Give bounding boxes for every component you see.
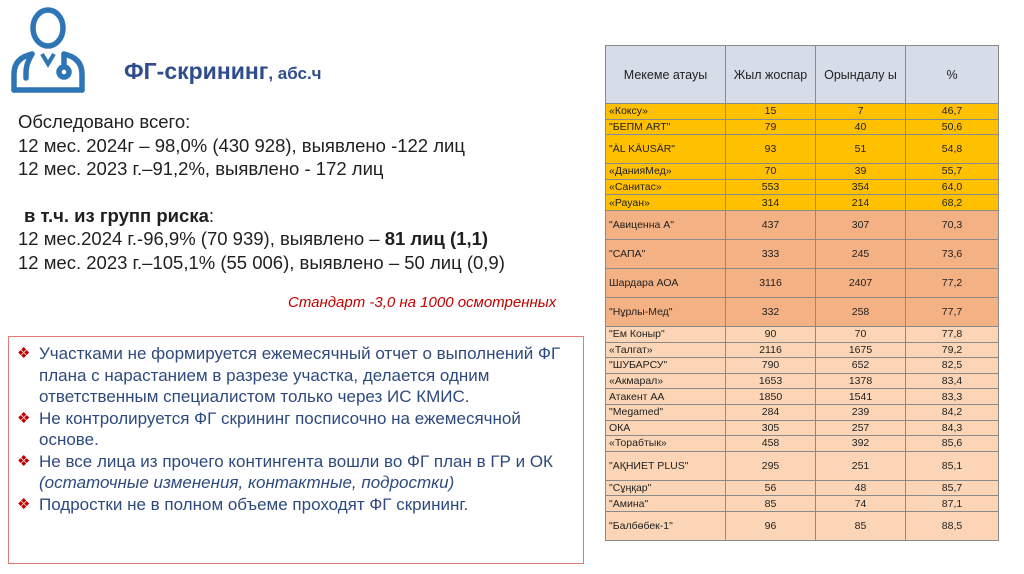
table-row bbox=[606, 326, 999, 342]
cell-pct: 77,2 bbox=[906, 268, 999, 297]
table-row bbox=[606, 496, 999, 512]
risk-line-2024 bbox=[18, 227, 505, 251]
table-row bbox=[606, 373, 999, 389]
table-row bbox=[606, 104, 999, 120]
cell-done: 1675 bbox=[816, 342, 906, 358]
table-row bbox=[606, 119, 999, 135]
table-row bbox=[606, 342, 999, 358]
cell-pct: 68,2 bbox=[906, 195, 999, 211]
cell-plan: 295 bbox=[726, 451, 816, 480]
cell-pct: 50,6 bbox=[906, 119, 999, 135]
cell-name: ОКА bbox=[606, 420, 726, 436]
cell-name: Атакент АА bbox=[606, 389, 726, 405]
cell-pct: 54,8 bbox=[906, 135, 999, 164]
cell-pct: 73,6 bbox=[906, 239, 999, 268]
table-row bbox=[606, 164, 999, 180]
cell-plan: 70 bbox=[726, 164, 816, 180]
cell-name: "ӒL KÄUSÄR" bbox=[606, 135, 726, 164]
cell-name: «Рауан» bbox=[606, 195, 726, 211]
cell-pct: 77,8 bbox=[906, 326, 999, 342]
cell-plan: 284 bbox=[726, 404, 816, 420]
cell-name: "Megamed" bbox=[606, 404, 726, 420]
cell-plan: 553 bbox=[726, 179, 816, 195]
cell-pct: 85,6 bbox=[906, 436, 999, 452]
stats-line-2023: 12 мес. 2023 г.–91,2%, выявлено - 172 лиц bbox=[18, 158, 384, 179]
col-header-pct: % bbox=[906, 46, 999, 104]
cell-pct: 64,0 bbox=[906, 179, 999, 195]
table-row bbox=[606, 195, 999, 211]
cell-done: 51 bbox=[816, 135, 906, 164]
cell-pct: 83,3 bbox=[906, 389, 999, 405]
cell-plan: 2116 bbox=[726, 342, 816, 358]
table-body bbox=[606, 104, 999, 541]
table-row bbox=[606, 135, 999, 164]
risk-heading: в т.ч. из групп риска bbox=[24, 204, 209, 226]
cell-plan: 314 bbox=[726, 195, 816, 211]
cell-done: 39 bbox=[816, 164, 906, 180]
cell-plan: 332 bbox=[726, 297, 816, 326]
cell-name: «Акмарал» bbox=[606, 373, 726, 389]
table-row bbox=[606, 358, 999, 374]
standard-note: Стандарт -3,0 на 1000 осмотренных bbox=[288, 294, 557, 311]
cell-plan: 90 bbox=[726, 326, 816, 342]
col-header-done: Орындалу ы bbox=[816, 46, 906, 104]
cell-name: "Амина" bbox=[606, 496, 726, 512]
cell-done: 251 bbox=[816, 451, 906, 480]
cell-done: 1541 bbox=[816, 389, 906, 405]
diamond-bullet-icon: ❖ bbox=[17, 345, 31, 362]
cell-name: "САПА" bbox=[606, 239, 726, 268]
col-header-plan: Жыл жоспар bbox=[726, 46, 816, 104]
table-row bbox=[606, 404, 999, 420]
cell-name: Шардара АОА bbox=[606, 268, 726, 297]
cell-pct: 88,5 bbox=[906, 511, 999, 540]
table-row bbox=[606, 389, 999, 405]
issue-item: ❖ Участками не формируется ежемесячный отчет о выполнений ФГ плана с нарастанием в разрезе участка, делается одним ответственным специалистом только через ИС КМИС. bbox=[17, 344, 561, 406]
cell-plan: 96 bbox=[726, 511, 816, 540]
cell-plan: 56 bbox=[726, 480, 816, 496]
cell-done: 392 bbox=[816, 436, 906, 452]
cell-pct: 82,5 bbox=[906, 358, 999, 374]
table-header-row bbox=[606, 46, 999, 104]
table-row bbox=[606, 297, 999, 326]
table-row bbox=[606, 511, 999, 540]
cell-plan: 79 bbox=[726, 119, 816, 135]
cell-name: "АҚНИЕТ PLUS" bbox=[606, 451, 726, 480]
issue-item: ❖ Не все лица из прочего контингента вошли во ФГ план в ГР и ОК (остаточные изменения, контактные, подростки) bbox=[17, 451, 553, 492]
risk-heading-colon: : bbox=[208, 204, 215, 226]
cell-done: 2407 bbox=[816, 268, 906, 297]
cell-name: "БЕПМ ART" bbox=[606, 119, 726, 135]
risk-heading-line bbox=[18, 204, 505, 228]
diamond-bullet-icon: ❖ bbox=[17, 409, 31, 427]
diamond-bullet-icon: ❖ bbox=[17, 452, 31, 470]
cell-plan: 333 bbox=[726, 239, 816, 268]
cell-pct: 84,3 bbox=[906, 420, 999, 436]
cell-done: 239 bbox=[816, 404, 906, 420]
cell-pct: 83,4 bbox=[906, 373, 999, 389]
col-header-name: Мекеме атауы bbox=[606, 46, 726, 104]
issues-box bbox=[8, 336, 584, 564]
issue-item: ❖ Не контролируется ФГ скрининг посписочно на ежемесячной основе. bbox=[17, 408, 521, 449]
cell-pct: 46,7 bbox=[906, 104, 999, 120]
cell-done: 74 bbox=[816, 496, 906, 512]
table-row bbox=[606, 480, 999, 496]
table-row bbox=[606, 268, 999, 297]
cell-pct: 87,1 bbox=[906, 496, 999, 512]
cell-plan: 1850 bbox=[726, 389, 816, 405]
stats-line-2024: 12 мес. 2024г – 98,0% (430 928), выявлено -122 лиц bbox=[18, 134, 465, 156]
cell-plan: 15 bbox=[726, 104, 816, 120]
cell-pct: 79,2 bbox=[906, 342, 999, 358]
cell-pct: 77,7 bbox=[906, 297, 999, 326]
cell-done: 7 bbox=[816, 104, 906, 120]
cell-done: 307 bbox=[816, 210, 906, 239]
risk-line-2023: 12 мес. 2023 г.–105,1% (55 006), выявлено – 50 лиц (0,9) bbox=[18, 251, 505, 273]
table-row bbox=[606, 420, 999, 436]
cell-done: 652 bbox=[816, 358, 906, 374]
cell-plan: 305 bbox=[726, 420, 816, 436]
cell-done: 258 bbox=[816, 297, 906, 326]
screening-stats bbox=[18, 110, 505, 274]
cell-name: "Авиценна А" bbox=[606, 210, 726, 239]
doctor-icon bbox=[2, 2, 94, 94]
cell-done: 70 bbox=[816, 326, 906, 342]
cell-plan: 1653 bbox=[726, 373, 816, 389]
cell-plan: 790 bbox=[726, 358, 816, 374]
table-row bbox=[606, 210, 999, 239]
table-row bbox=[606, 436, 999, 452]
risk-2024-detected: 81 лиц (1,1) bbox=[384, 228, 489, 249]
cell-done: 257 bbox=[816, 420, 906, 436]
page-title bbox=[124, 58, 322, 85]
cell-plan: 3116 bbox=[726, 268, 816, 297]
issue-item: ❖ Подростки не в полном объеме проходят ФГ скрининг. bbox=[17, 494, 469, 514]
cell-plan: 85 bbox=[726, 496, 816, 512]
table-row bbox=[606, 179, 999, 195]
cell-done: 85 bbox=[816, 511, 906, 540]
cell-done: 48 bbox=[816, 480, 906, 496]
diamond-bullet-icon: ❖ bbox=[17, 495, 31, 513]
cell-pct: 55,7 bbox=[906, 164, 999, 180]
cell-name: «ДанияМед» bbox=[606, 164, 726, 180]
cell-name: "ШУБАРСУ" bbox=[606, 358, 726, 374]
table-row bbox=[606, 451, 999, 480]
cell-name: "Сұңқар" bbox=[606, 480, 726, 496]
risk-2024-prefix: 12 мес.2024 г.-96,9% (70 939), выявлено – bbox=[18, 228, 385, 249]
cell-done: 354 bbox=[816, 179, 906, 195]
cell-done: 245 bbox=[816, 239, 906, 268]
cell-done: 1378 bbox=[816, 373, 906, 389]
cell-name: «Коксу» bbox=[606, 104, 726, 120]
cell-plan: 458 bbox=[726, 436, 816, 452]
total-heading: Обследовано всего: bbox=[18, 111, 191, 132]
cell-name: «Санитас» bbox=[606, 179, 726, 195]
table-row bbox=[606, 239, 999, 268]
cell-pct: 85,1 bbox=[906, 451, 999, 480]
cell-name: "Ем Коныр" bbox=[606, 326, 726, 342]
cell-name: «Талгат» bbox=[606, 342, 726, 358]
cell-done: 40 bbox=[816, 119, 906, 135]
cell-pct: 85,7 bbox=[906, 480, 999, 496]
cell-name: "Нұрлы-Мед" bbox=[606, 297, 726, 326]
cell-pct: 84,2 bbox=[906, 404, 999, 420]
title-sub: , абс.ч bbox=[268, 64, 322, 83]
title-main: ФГ-скрининг bbox=[124, 58, 269, 84]
cell-plan: 93 bbox=[726, 135, 816, 164]
cell-name: "Балбөбек-1" bbox=[606, 511, 726, 540]
cell-done: 214 bbox=[816, 195, 906, 211]
facility-table bbox=[605, 45, 999, 541]
cell-pct: 70,3 bbox=[906, 210, 999, 239]
cell-name: «Торабтык» bbox=[606, 436, 726, 452]
cell-plan: 437 bbox=[726, 210, 816, 239]
